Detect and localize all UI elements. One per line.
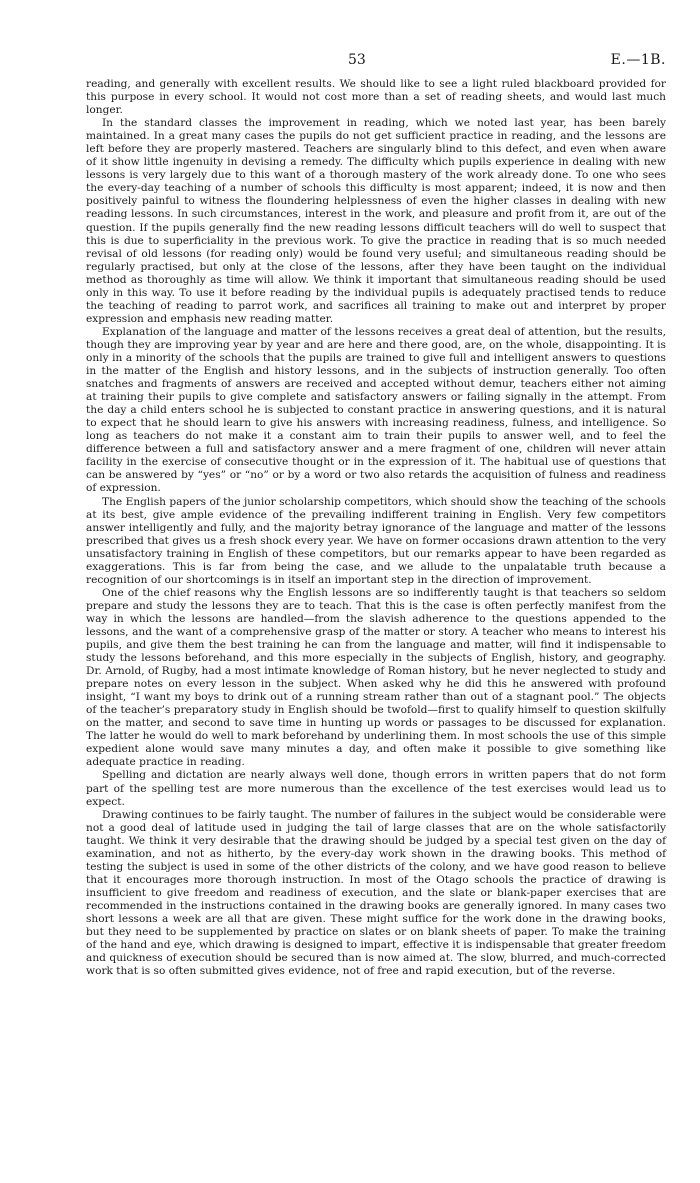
body-text — [86, 78, 666, 978]
paragraph: Spelling and dictation are nearly always well done, though errors in written papers that do not form part of the spelling test are more numerous than the excellence of the test exercises would lead us to expect. — [86, 769, 666, 808]
page-header — [86, 52, 666, 78]
paragraph: Drawing continues to be fairly taught. The number of failures in the subject would be considerable were not a good deal of latitude used in judging the tail of large classes that are on the whole satisfactorily taught. We think it very desirable that the drawing should be judged by a special test given on the day of examination, and not as hitherto, by the every-day work shown in the drawing books. This method of testing the subject is used in some of the other districts of the colony, and we have good reason to believe that it encourages more thorough instruction. In most of the Otago schools the practice of drawing is insufficient to give freedom and readiness of execution, and the slate or blank-paper exercises that are recommended in the instructions contained in the drawing books are generally ignored. In many cases two short lessons a week are all that are given. These might suffice for the work done in the drawing books, but they need to be supplemented by practice on slates or on blank sheets of paper. To make the training of the hand and eye, which drawing is designed to impart, effective it is indispensable that greater freedom and quickness of execution should be secured than is now aimed at. The slow, blurred, and much-corrected work that is so often submitted gives evidence, not of free and rapid execution, but of the reverse. — [86, 808, 666, 978]
document-page — [86, 52, 666, 978]
paragraph: The English papers of the junior scholarship competitors, which should show the teaching of the schools at its best, give ample evidence of the prevailing indifferent training in English. Very few competitors answer intelligently and fully, and the majority betray ignorance of the language and matter of the lessons prescribed that gives us a fresh shock every year. We have on former occasions drawn attention to the very unsatisfactory training in English of these competitors, but our remarks appear to have been regarded as exaggerations. This is far from being the case, and we allude to the unpalatable truth because a recognition of our shortcomings is in itself an important step in the direction of improvement. — [86, 495, 666, 586]
paragraph: In the standard classes the improvement in reading, which we noted last year, has been barely maintained. In a great many cases the pupils do not get sufficient practice in reading, and the lessons are left before they are properly mastered. Teachers are singularly blind to this defect, and even when aware of it show little ingenuity in devising a remedy. The difficulty which pupils experience in dealing with new lessons is very largely due to this want of a thorough mastery of the work already done. To one who sees the every-day teaching of a number of schools this difficulty is most apparent; indeed, it is now and then positively painful to witness the floundering helplessness of even the higher classes in dealing with new reading lessons. In such circumstances, interest in the work, and pleasure and profit from it, are out of the question. If the pupils generally find the new reading lessons difficult teachers will do well to suspect that this is due to superficiality in the previous work. To give the practice in reading that is so much needed revisal of old lessons (for reading only) would be found very useful; and simultaneous reading should be regularly practised, but only at the close of the lessons, after they have been taught on the individual method as thoroughly as time will allow. We think it important that simultaneous reading should be used only in this way. To use it before reading by the individual pupils is adequately practised tends to reduce the teaching of reading to parrot work, and sacrifices all training to make out and interpret by proper expression and emphasis new reading matter. — [86, 117, 666, 325]
page-number: 53 — [348, 52, 366, 68]
paragraph: Explanation of the language and matter of the lessons receives a great deal of attention, but the results, though they are improving year by year and are here and there good, are, on the whole, disappointing. It is only in a minority of the schools that the pupils are trained to give full and intelligent answers to questions in the matter of the English and history lessons, and in the subjects of instruction generally. Too often snatches and fragments of answers are received and accepted without demur, teachers either not aiming at training their pupils to give complete and satisfactory answers or failing signally in the attempt. From the day a child enters school he is subjected to constant practice in answering questions, and it is natural to expect that he should learn to give his answers with increasing readiness, fulness, and intelligence. So long as teachers do not make it a constant aim to train their pupils to answer well, and to feel the difference between a full and satisfactory answer and a mere fragment of one, children will never attain facility in the exercise of consecutive thought or in the expression of it. The habitual use of questions that can be answered by “yes” or “no” or by a word or two also retards the acquisition of fulness and readiness of expression. — [86, 325, 666, 495]
paragraph: One of the chief reasons why the English lessons are so indifferently taught is that teachers so seldom prepare and study the lessons they are to teach. That this is the case is often perfectly manifest from the way in which the lessons are handled—from the slavish adherence to the questions appended to the lessons, and the want of a comprehensive grasp of the matter or story. A teacher who means to interest his pupils, and give them the best training he can from the language and matter, will find it indispensable to study the lessons beforehand, and this more especially in the subjects of English, history, and geography. Dr. Arnold, of Rugby, had a most intimate knowledge of Roman history, but he never neglected to study and prepare notes on every lesson in the subject. When asked why he did this he answered with profound insight, “I want my boys to drink out of a running stream rather than out of a stagnant pool.” The objects of the teacher’s preparatory study in English should be twofold—first to qualify himself to question skilfully on the matter, and second to save time in hunting up words or passages to be discussed for explanation. The latter he would do well to mark beforehand by underlining them. In most schools the use of this simple expedient alone would save many minutes a day, and often make it possible to give something like adequate practice in reading. — [86, 586, 666, 769]
paragraph: reading, and generally with excellent results. We should like to see a light ruled blackboard provided for this purpose in every school. It would not cost more than a set of reading sheets, and would last much longer. — [86, 78, 666, 117]
document-reference: E.—1B. — [610, 52, 666, 68]
